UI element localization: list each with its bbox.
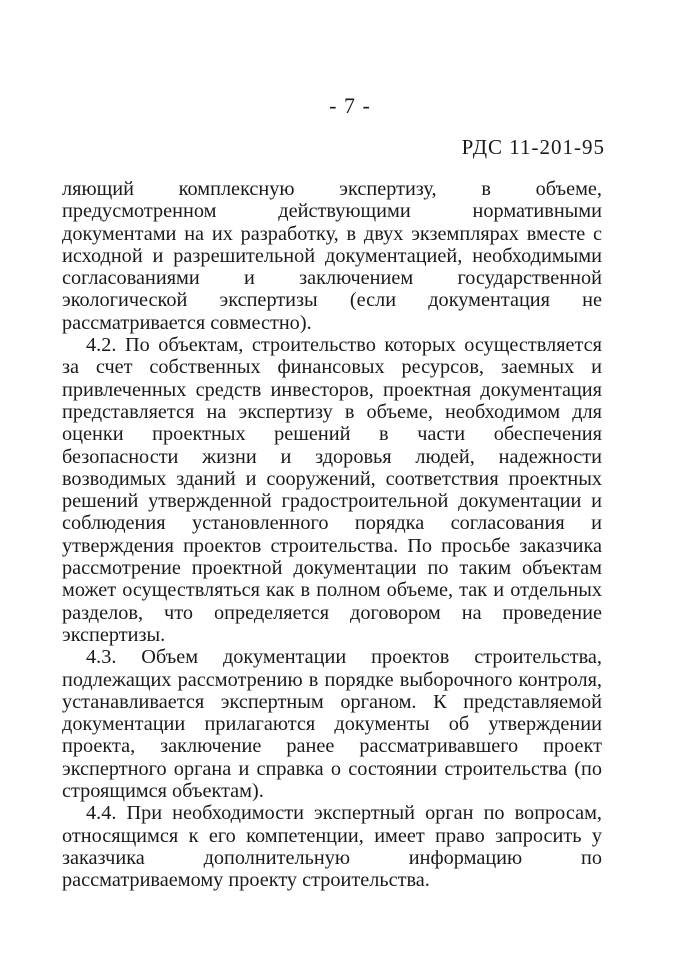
document-code: РДС 11-201-95 <box>461 135 605 159</box>
paragraph-4-2: 4.2. По объектам, строительство которых осуществляется за счет собственных финансовых ресурсов, заемных и привлеченных средств инвесторов, проектная документация представляется на экспертизу в объеме, необходимом для оценки проектных решений в части обеспечения безопасности жизни и здоровья людей, надежности возводимых зданий и сооружений, соответствия проектных решений утвержденной градостроительной документации и соблюдения установленного порядка согласования и утверждения проектов строительства. По просьбе заказчика рассмотрение проектной документации по таким объектам может осуществляться как в полном объеме, так и отдельных разделов, что определяется договором на проведение экспертизы. <box>62 334 602 646</box>
document-body <box>62 178 602 892</box>
page-number: - 7 - <box>329 93 371 118</box>
paragraph-4-3: 4.3. Объем документации проектов строительства, подлежащих рассмотрению в порядке выборочного контроля, устанавливается экспертным органом. К представляемой документации прилагаются документы об утверждении проекта, заключение ранее рассматривавшего проект экспертного органа и справка о состоянии строительства (по строящимся объектам). <box>62 646 602 803</box>
paragraph-4-4: 4.4. При необходимости экспертный орган по вопросам, относящимся к его компетенции, имеет право запросить у заказчика дополнительную информацию по рассматриваемому проекту строительства. <box>62 802 602 892</box>
paragraph-continuation: ляющий комплексную экспертизу, в объеме, предусмотренном действующими нормативными документами на их разработку, в двух экземплярах вместе с исходной и разрешительной документацией, необходимыми согласованиями и заключением государственной экологической экспертизы (если документация не рассматривается совместно). <box>62 178 602 334</box>
